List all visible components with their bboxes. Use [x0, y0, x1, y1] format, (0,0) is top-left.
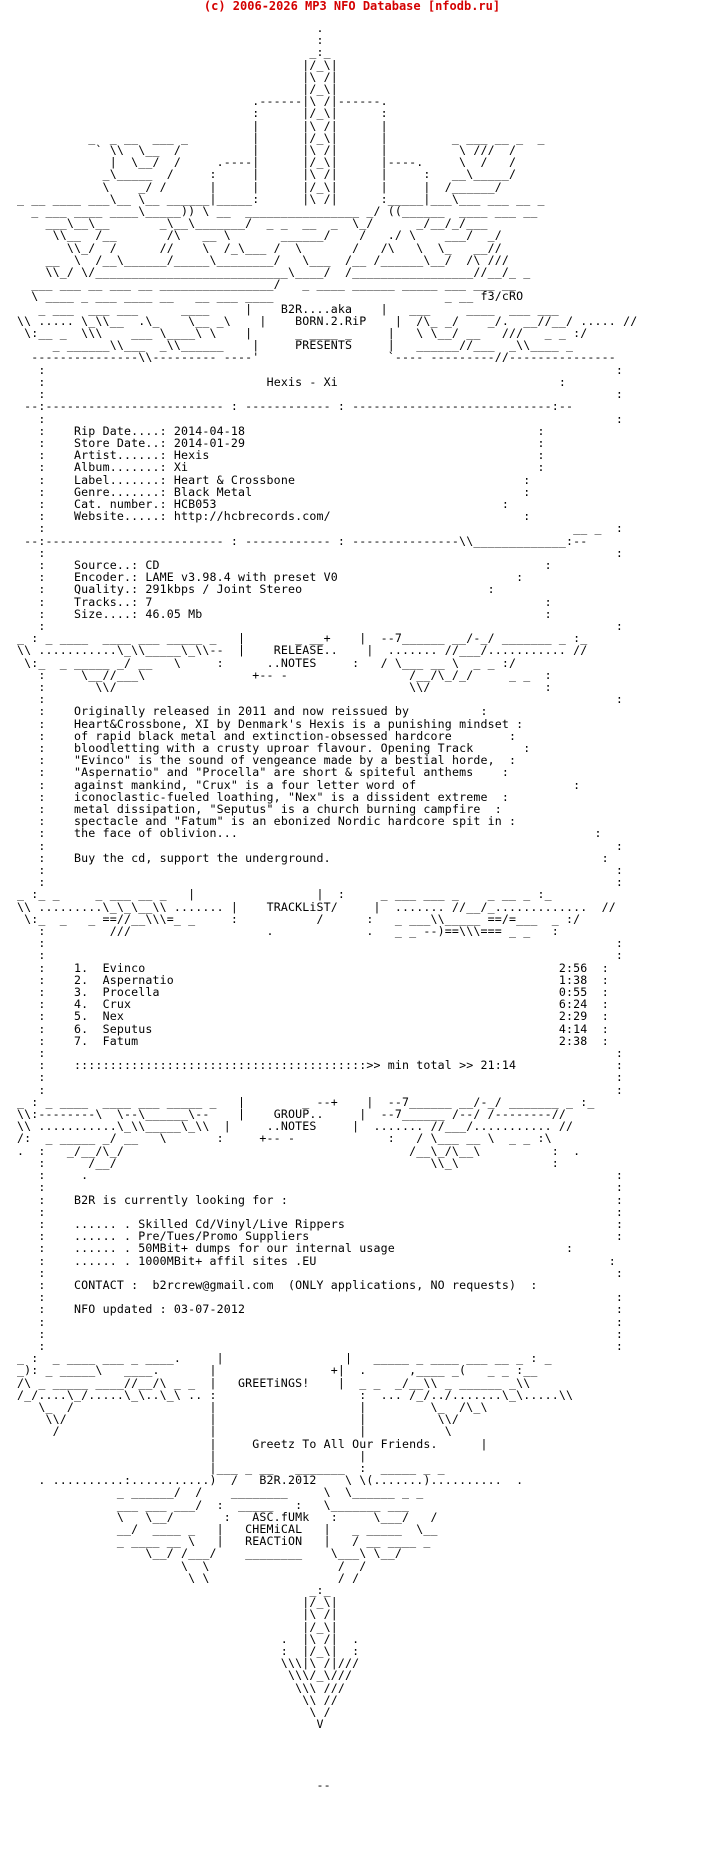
group-line-1: B2R is currently looking for :	[74, 1192, 288, 1207]
tech-quality: Quality.: 291kbps / Joint Stereo	[74, 582, 303, 597]
tech-source: Source..: CD	[74, 557, 160, 572]
tech-size: Size....: 46.05 Mb	[74, 606, 203, 621]
greetz-text: Greetz To All Our Friends.	[252, 1436, 438, 1451]
nfo-document	[17, 22, 637, 1791]
group-line-5: ...... . 50MBit+ dumps for our internal usage	[74, 1241, 395, 1256]
notes-line-7: against mankind, "Crux" is a four letter word of	[74, 777, 417, 792]
group-block: : . : : : : B2R is currently looking for : : : : : ...... . Skilled Cd/Vinyl/Live Rippers : : ...... . Pre/Tues/Promo Suppliers : : ...... . 50MBit+ dumps for our internal usage : : ...... . 1000MBit+ affil sites .EU : : : : CONTACT : b2rcrew@gmail.com (ONLY applications, NO requests) : : : : NFO updated : 03-07-2012 : : : : : : :	[38, 1168, 624, 1353]
group-line-4: ...... . Pre/Tues/Promo Suppliers	[74, 1229, 310, 1244]
track-name: Procella	[102, 985, 160, 1000]
tech-block: : Source..: CD : : Encoder.: LAME v3.98.4 with preset V0 : : Quality.: 291kbps / Joint Stereo : : Tracks..: 7 : : Size....: 46.05 Mb : : :	[17, 557, 624, 633]
track-time: 1:38	[558, 972, 588, 987]
info-block: : Rip Date....: 2014-04-18 : : Store Date..: 2014-01-29 : : Artist......: Hexis : : Album.......: Xi : : Label.......: Heart & Crossbone : : Genre.......: Black Metal : : Cat. number.: HCB053 : : Website.....: http://hcbrecords.com/ : : __ _ : --:------------------------- : ------------ : ---------------\\_____________:-- : :	[17, 423, 624, 560]
tech-tracks: Tracks..: 7	[74, 594, 153, 609]
group-line-3: ...... . Skilled Cd/Vinyl/Live Rippers	[74, 1216, 345, 1231]
notes-line-11: the face of oblivion...	[74, 826, 239, 841]
track-time: 0:55	[558, 985, 588, 1000]
group-notes-title-2: ..NOTES	[266, 1119, 317, 1134]
tracklist-header: _ :_ _ _ ___ __ _ | | : _ ___ ___ _ _ __ _ :_ \\ .........\_\_\__\\ ....... | TRACKLiST/ | ....... //__/_............. // \:_ _ _ ==//__\\\=_ _ : / : _ ___\\_____ ==/=___ _ :/ : /// . . _ _ --)==\\\=== _ _ : : :	[17, 887, 624, 951]
info-artist: Artist......: Hexis	[74, 448, 210, 463]
track-no: 3.	[74, 985, 89, 1000]
track-time: 2:29	[558, 1009, 588, 1024]
bottom-ascii-art: _:_ |/_\| |\ /| |/_\| . |\ /| . : |/_\| : \\\|\ /|/// \\\/_\/// \\\ /// \\ // \ / V --	[280, 1583, 360, 1793]
total-runtime: :::::::::::::::::::::::::::::::::::::::::>> min total >> 21:14	[74, 1058, 517, 1073]
info-label: Label.......: Heart & Crossbone	[74, 472, 296, 487]
group-notes-title-1: GROUP..	[273, 1107, 324, 1122]
track-time: 6:24	[558, 997, 588, 1012]
release-notes-title-2: ..NOTES	[266, 655, 317, 670]
release-title: Hexis - Xi	[266, 374, 338, 389]
notes-block: : : : Originally released in 2011 and now reissued by : : Heart&Crossbone, XI by Denmark's Hexis is a punishing mindset : : of rapid black metal and extinction-obsessed hardcore : : bloodletting with a crusty uproar flavour. Opening Track : : "Evinco" is the sound of vengeance made by a bestial horde, : : "Aspernatio" and "Procella" are short & spiteful anthems : : against mankind, "Crux" is a four letter word of : : iconoclastic-fueled loathing, "Nex" is a dissident extreme : : metal dissipation, "Seputus" is a church burning campfire : : spectacle and "Fatum" is an ebonized Nordic hardcore spit in : : the face of oblivion... : : : : Buy the cd, support the underground. : : : : :	[38, 692, 624, 890]
track-name: Evinco	[102, 960, 146, 975]
track-no: 2.	[74, 972, 89, 987]
release-notes-header: _ : _ ____ ____ ___ _____ _ | _ __+ | --7______ __/-_/ _______ _ :_ \\ ...........\_\\_____\_\\-- | RELEASE.. | ....... //___/........... // \:_ _ _____ _/ __ \ : ..NOTES : / \___ __ \ _ _ :/ : \__//___\ +-- - /__/\_/_/ _ _ : : \\/ \\/ :	[17, 631, 588, 694]
track-name: Aspernatio	[102, 972, 174, 987]
notes-line-1: Originally released in 2011 and now reissued by	[74, 704, 410, 719]
track-time: 4:14	[558, 1021, 588, 1036]
tracks-block: : : : 1. Evinco 2:56 : : 2. Aspernatio 1:38 : : 3. Procella 0:55 : : 4. Crux 6:24 : : 5. Nex 2:29 : : 6. Seputus 4:14 : : 7. Fatum 2:38 : : : : :::::::::::::::::::::::::::::::::::::::::>> min total >> 21:14 : : : : :	[38, 948, 624, 1097]
tracklist-title: TRACKLiST	[266, 899, 331, 914]
track-time: 2:56	[558, 960, 588, 975]
group-notes-header: _ : _ ____ ____ ___ _____ _ | _ --+ | --7______ __/-_/ _______ _ :_ \\:--------\ \--\______\-- | GROUP.. | --7______ /--/ /--------// \\ ...........\_\\_____\_\\ | ..NOTES | ....... //___/........... // /: _ _____ _/ __ \ : +-- - : / \___ __ \ _ _ :\ . : _/__/\_/ /__\_/\__\ : . : /__/ \\_\ :	[17, 1094, 595, 1170]
track-no: 4.	[74, 997, 89, 1012]
track-name: Crux	[102, 997, 132, 1012]
info-cat-number: Cat. number.: HCB053	[74, 496, 217, 511]
group-contact: CONTACT : b2rcrew@gmail.com (ONLY applications, NO requests)	[74, 1277, 517, 1292]
track-no: 5.	[74, 1009, 89, 1024]
footer-box: | | |___ _ __ _______ : _____ _ _ . ..........:...........) / B2R.2012 \ \(.......).......... . _ ______/ / ________ \ \______ _ _ ___ ___ ___/ : _____ : \_______ ___ \ \__/ : ASC.fUMk : \___/ / __/ ____ _ | CHEMiCAL | _ _____ \__ _ ____ __ \ | REACTiON | / __ ____ _ \__/ /___/ ________ \___\ \__/ \ \ / / \ \ / /	[38, 1448, 524, 1585]
info-rip-date: Rip Date....: 2014-04-18	[74, 423, 246, 438]
notes-line-3: of rapid black metal and extinction-obsessed hardcore	[74, 728, 452, 743]
track-time: 2:38	[558, 1033, 588, 1048]
crew-line1: B2R....aka	[280, 301, 353, 316]
footer-line-4: REACTiON	[245, 1534, 303, 1549]
track-no: 1.	[74, 960, 89, 975]
track-no: 7.	[74, 1033, 89, 1048]
footer-line-1: B2R.2012	[259, 1473, 317, 1488]
notes-line-13: Buy the cd, support the underground.	[74, 850, 331, 865]
footer-line-2: ASC.fUMk	[252, 1509, 310, 1524]
group-line-6: ...... . 1000MBit+ affil sites .EU	[74, 1253, 317, 1268]
divider: : : --:------------------------- : ------------ : ----------------------------:-- : :	[24, 387, 624, 426]
title-line: : Hexis - Xi :	[17, 374, 567, 389]
greetz-line: | Greetz To All Our Friends. |	[17, 1436, 488, 1451]
notes-line-9: metal dissipation, "Seputus" is a church burning campfire	[74, 802, 481, 816]
track-name: Nex	[102, 1009, 124, 1024]
track-no: 6.	[74, 1021, 89, 1036]
greetings-title: GREETiNGS!	[238, 1375, 310, 1390]
info-website: Website.....: http://hcbrecords.com/	[74, 509, 331, 524]
crew-line2: BORN.2.RiP	[295, 313, 367, 328]
tech-encoder: Encoder.: LAME v3.98.4 with preset V0	[74, 570, 338, 585]
info-album: Album.......: Xi	[74, 460, 189, 475]
crew-box: _ ___ ___ ___ ____ | B2R....aka | ___ ____ ___ ___ \\ ..... \_\\__ .\_ \__ _\ | BORN.2.RiP | /\_ _/ _/. __//__/ ..... // \:__ _ \\\ ___ \____\ \ | _ ____ _ | \ \__/ __ /// _ _ :/ _ ______\\___ _\\______ | PRESENTS | ______//___ _\\____ _ ---------------\\--------- ----' `---- ---------//--------------- : :	[17, 301, 638, 377]
notes-line-4: bloodletting with a crusty uproar flavour. Opening Track	[74, 740, 474, 755]
group-updated: NFO updated : 03-07-2012	[74, 1302, 246, 1317]
track-name: Seputus	[102, 1021, 153, 1036]
notes-line-10: spectacle and "Fatum" is an ebonized Nordic hardcore spit in	[74, 814, 502, 829]
info-store-date: Store Date..: 2014-01-29	[74, 435, 246, 450]
notes-line-5: "Evinco" is the sound of vengeance made by a bestial horde,	[74, 753, 495, 768]
source-banner[interactable]: (c) 2006-2026 MP3 NFO Database [nfodb.ru]	[203, 0, 501, 13]
greetings-header: _ : _ ____ ___ _ ____. | | _____ _ ____ ___ __ _ : _ _): _ _____\ ____. | +| . ,____ _( _ _ :__ /\ _ _____ ____//__/\ _ _ | GREETiNGS! | _ _ _/__\\ _ ______ _\\ /_/....\_/.....\_\..\_\ .. : : ... /_/../.......\_\.....\\ \_ / | | \_ /\_\ \\/ | | \\/ / | | \	[17, 1351, 574, 1439]
notes-line-8: iconoclastic-fueled loathing, "Nex" is a dissident extreme	[74, 789, 488, 804]
crew-line3: PRESENTS	[295, 338, 353, 353]
top-ascii-art: . : _:_ |/_\| |\ /| |/_\| .------|\ /|------. : |/_\| : | |\ /| | _ _ __ ___ _ | |/_\| | _ ___ __ _ _ ` \\ \__ / | |\ /| | \ /// / | \__/ / .----| |/_\| |----. \ / / _\_____ / : | |\ /| | : __\_____/ \ _/ / | | |/_\| | | /______/ _ __ ____ ___\__ \__ ______|_____: |\ /| :_____|___\___ ___ __ _ _ ___ ____ ____\_____)) \ __ ________________ _/ ((______ ____ ___ __ ___\__\__ _\__\_______/ _ _ __ _ \_/ _/__/_/___ \\__ /__ /\ __ \ ______/ / ./ \ ___/ _/ \\_/ / // \ /_\___ / \ / /\ \ \_ __// __ \ /__\______/_____\________/ \___ /__ /______\__/ /\ /// \\_/ \/___________________________\____/ /_________________//__/_ _ ___ ___ __ ___ __ ________________/ _ ____ ______ _____ ___ ___ __ \ ____ _ ___ ____ __ __ ___ ____ _ __ f3/cRO	[17, 21, 545, 304]
notes-line-2: Heart&Crossbone, XI by Denmark's Hexis is a punishing mindset	[74, 716, 509, 731]
release-notes-title-1: RELEASE..	[273, 643, 338, 658]
track-name: Fatum	[102, 1033, 139, 1048]
info-genre: Genre.......: Black Metal	[74, 484, 253, 499]
notes-line-6: "Aspernatio" and "Procella" are short & spiteful anthems	[74, 765, 474, 780]
footer-line-3: CHEMiCAL	[245, 1521, 303, 1536]
